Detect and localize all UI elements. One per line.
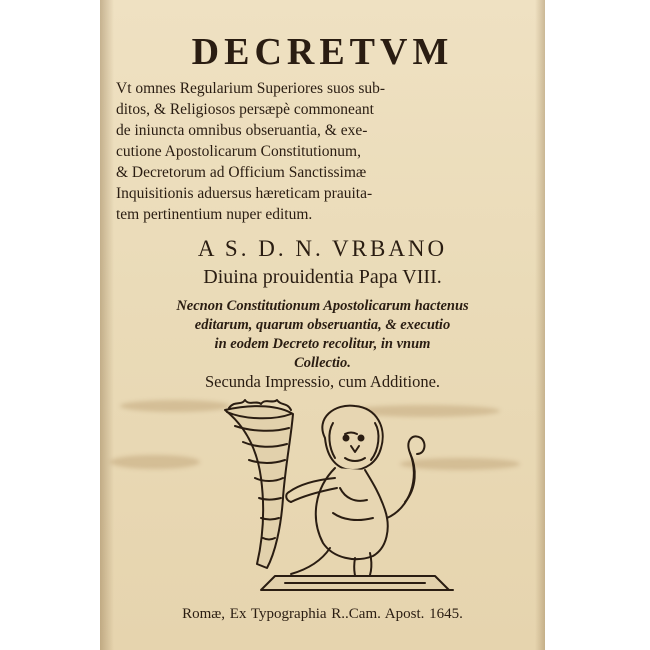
page-edge-shadow (535, 0, 545, 650)
paper-stain (110, 455, 200, 469)
subtitle-line: de iniuncta omnibus obseruantia, & exe- (116, 122, 368, 139)
author-line: A S. D. N. VRBANO (197, 236, 448, 261)
imprint-line: Romæ, Ex Typographia R..Cam. Apost. 1645. (182, 606, 463, 622)
italic-line: Necnon Constitutionum Apostolicarum hactenus (176, 298, 469, 314)
lion-rampant-with-cornucopia-icon (205, 398, 495, 598)
subtitle-line: Inquisitionis aduersus hæreticam prauita- (116, 185, 373, 202)
page-edge-shadow (100, 0, 114, 650)
subtitle-line: ditos, & Religiosos persæpè commoneant (116, 101, 374, 118)
title-page (100, 0, 545, 650)
italic-line: in eodem Decreto recolitur, in vnum (214, 336, 431, 352)
author-subline: Diuina prouidentia Papa VIII. (203, 266, 442, 288)
document-title: DECRETVM (191, 31, 454, 73)
subtitle-line: Vt omnes Regularium Superiores suos sub- (116, 80, 386, 97)
subtitle-line: tem pertinentium nuper editum. (116, 206, 313, 223)
subtitle-line: cutione Apostolicarum Constitutionum, (116, 143, 361, 160)
edition-line: Secunda Impressio, cum Additione. (204, 372, 441, 391)
italic-text (120, 297, 525, 373)
italic-line: Collectio. (294, 355, 351, 371)
subtitle-line: & Decretorum ad Officium Sanctissimæ (116, 164, 367, 181)
italic-line: editarum, quarum obseruantia, & executio (194, 317, 451, 333)
subtitle-text (116, 78, 529, 225)
